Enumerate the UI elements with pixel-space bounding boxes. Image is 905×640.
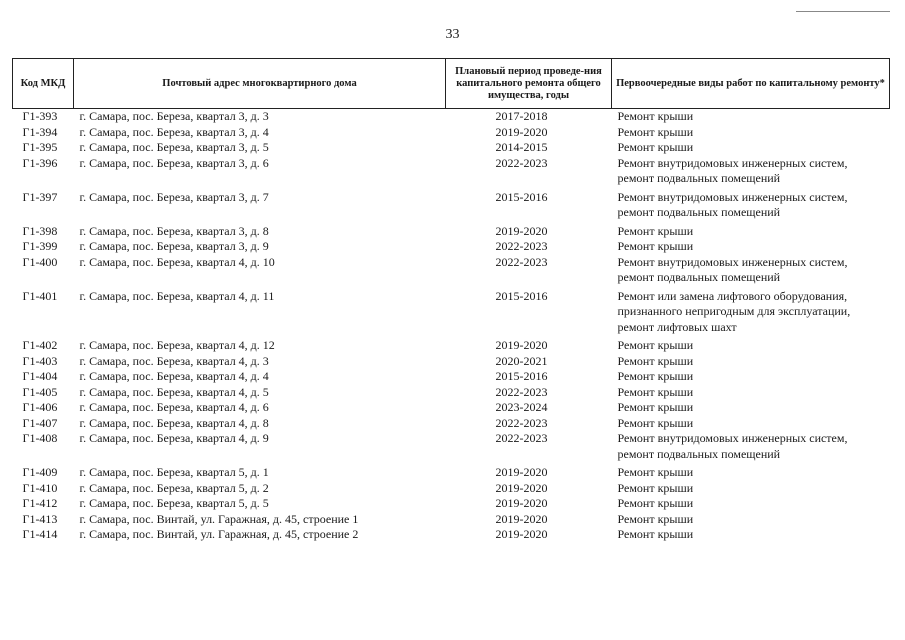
- repair-period: 2015-2016: [495, 288, 548, 303]
- table-row: [13, 338, 890, 354]
- table-row: [13, 354, 890, 370]
- repair-period: 2019-2020: [495, 223, 548, 238]
- repair-period: 2019-2020: [495, 496, 548, 510]
- table-row: [13, 239, 890, 255]
- repair-work-line: признанного непригодным для эксплуатации,: [617, 304, 851, 318]
- mkd-code: Г1-396: [22, 155, 58, 170]
- repair-work-line: ремонт подвальных помещений: [617, 446, 781, 461]
- table-row: [13, 431, 890, 465]
- repair-works: [612, 431, 890, 465]
- repair-period: 2019-2020: [495, 124, 548, 139]
- table-row: [13, 416, 890, 432]
- table-row: [13, 527, 890, 543]
- table-row: [13, 385, 890, 401]
- repair-period: 2022-2023: [495, 384, 548, 399]
- repair-works: [612, 140, 890, 156]
- repair-period: 2019-2020: [495, 527, 548, 541]
- repair-work-line: Ремонт крыши: [617, 239, 694, 253]
- mkd-code: Г1-406: [22, 400, 58, 414]
- repair-work-line: Ремонт крыши: [617, 109, 694, 123]
- repair-works: [612, 338, 890, 354]
- postal-address: г. Самара, пос. Береза, квартал 3, д. 6: [79, 155, 269, 170]
- postal-address: г. Самара, пос. Береза, квартал 3, д. 4: [79, 124, 269, 139]
- repair-period: 2020-2021: [495, 353, 548, 368]
- repair-work-line: Ремонт крыши: [617, 384, 694, 399]
- postal-address: г. Самара, пос. Береза, квартал 3, д. 9: [79, 239, 269, 253]
- mkd-code: Г1-408: [22, 431, 58, 445]
- mkd-code: Г1-397: [22, 189, 58, 204]
- repair-period: 2017-2018: [495, 109, 548, 123]
- repair-works: [612, 496, 890, 512]
- repair-work-line: Ремонт крыши: [617, 353, 694, 368]
- postal-address: г. Самара, пос. Береза, квартал 5, д. 5: [79, 496, 269, 510]
- repair-works: [612, 354, 890, 370]
- mkd-code: Г1-394: [22, 124, 58, 139]
- table-row: [13, 125, 890, 141]
- repair-work-line: ремонт подвальных помещений: [617, 270, 781, 284]
- mkd-code: Г1-402: [22, 338, 58, 352]
- repair-work-line: ремонт подвальных помещений: [617, 205, 781, 219]
- repair-period: 2014-2015: [495, 140, 548, 154]
- mkd-code: Г1-403: [22, 353, 58, 368]
- mkd-code: Г1-413: [22, 511, 58, 526]
- repair-work-line: Ремонт крыши: [617, 338, 694, 352]
- repair-period: 2019-2020: [495, 338, 548, 352]
- mkd-code: Г1-400: [22, 254, 58, 269]
- repair-work-line: Ремонт крыши: [617, 496, 694, 510]
- repair-period: 2019-2020: [495, 480, 548, 495]
- repair-works: [612, 190, 890, 224]
- repair-work-line: Ремонт крыши: [617, 511, 694, 526]
- mkd-code: Г1-398: [22, 223, 58, 238]
- repair-works: [612, 156, 890, 190]
- mkd-code: Г1-399: [22, 239, 58, 253]
- repair-works: [612, 465, 890, 481]
- repair-works: [612, 385, 890, 401]
- repair-work-line: Ремонт крыши: [617, 124, 694, 139]
- table-row: [13, 512, 890, 528]
- postal-address: г. Самара, пос. Береза, квартал 4, д. 9: [79, 431, 269, 445]
- postal-address: г. Самара, пос. Береза, квартал 4, д. 8: [79, 415, 269, 430]
- repair-work-line: Ремонт крыши: [617, 465, 694, 479]
- table-row: [13, 481, 890, 497]
- mkd-code: Г1-401: [22, 288, 58, 303]
- table-body: [13, 109, 890, 543]
- table-row: [13, 190, 890, 224]
- mkd-code: Г1-414: [22, 527, 58, 541]
- table-row: [13, 156, 890, 190]
- repair-period: 2022-2023: [495, 431, 548, 445]
- mkd-code: Г1-407: [22, 415, 58, 430]
- repair-works: [612, 416, 890, 432]
- postal-address: г. Самара, пос. Береза, квартал 3, д. 3: [79, 109, 269, 123]
- table-row: [13, 255, 890, 289]
- postal-address: г. Самара, пос. Береза, квартал 4, д. 6: [79, 400, 269, 414]
- repair-works: [612, 255, 890, 289]
- postal-address: г. Самара, пос. Береза, квартал 4, д. 3: [79, 353, 269, 368]
- repair-period: 2022-2023: [495, 155, 548, 170]
- repair-work-line: Ремонт или замена лифтового оборудования,: [617, 288, 848, 303]
- postal-address: г. Самара, пос. Береза, квартал 5, д. 2: [79, 480, 269, 495]
- repair-period: 2019-2020: [495, 465, 548, 479]
- postal-address: г. Самара, пос. Береза, квартал 4, д. 12: [79, 338, 275, 352]
- mkd-code: Г1-395: [22, 140, 58, 154]
- mkd-code: Г1-393: [22, 109, 58, 123]
- repair-period: 2023-2024: [495, 400, 548, 414]
- repair-work-line: Ремонт внутридомовых инженерных систем,: [617, 431, 848, 445]
- repair-work-line: Ремонт крыши: [617, 140, 694, 154]
- repair-works: [612, 512, 890, 528]
- mkd-code: Г1-410: [22, 480, 58, 495]
- table-row: [13, 140, 890, 156]
- postal-address: г. Самара, пос. Береза, квартал 4, д. 11: [79, 288, 275, 303]
- header-period: Плановый период проведе-ния капитального ремонта общего имущества, годы: [446, 59, 612, 109]
- repair-work-line: Ремонт внутридомовых инженерных систем,: [617, 254, 848, 269]
- header-code: Код МКД: [13, 59, 74, 109]
- table-row: [13, 109, 890, 125]
- repair-work-line: Ремонт крыши: [617, 400, 694, 414]
- repair-period: 2022-2023: [495, 239, 548, 253]
- repair-period: 2022-2023: [495, 415, 548, 430]
- table-row: [13, 224, 890, 240]
- mkd-code: Г1-404: [22, 369, 58, 383]
- top-divider: [796, 11, 890, 12]
- postal-address: г. Самара, пос. Береза, квартал 4, д. 10: [79, 254, 275, 269]
- table-row: [13, 400, 890, 416]
- mkd-code: Г1-409: [22, 465, 58, 479]
- repair-work-line: Ремонт крыши: [617, 480, 694, 495]
- repair-schedule-table: [12, 58, 890, 543]
- repair-period: 2015-2016: [495, 189, 548, 204]
- repair-works: [612, 289, 890, 339]
- postal-address: г. Самара, пос. Береза, квартал 3, д. 7: [79, 189, 269, 204]
- repair-work-line: Ремонт крыши: [617, 415, 694, 430]
- table-header-row: [13, 59, 890, 109]
- repair-work-line: Ремонт крыши: [617, 369, 694, 383]
- postal-address: г. Самара, пос. Береза, квартал 3, д. 5: [79, 140, 269, 154]
- postal-address: г. Самара, пос. Береза, квартал 5, д. 1: [79, 465, 269, 479]
- repair-work-line: Ремонт крыши: [617, 223, 694, 238]
- repair-works: [612, 400, 890, 416]
- table-row: [13, 369, 890, 385]
- repair-period: 2019-2020: [495, 511, 548, 526]
- repair-works: [612, 481, 890, 497]
- repair-works: [612, 224, 890, 240]
- repair-works: [612, 109, 890, 125]
- postal-address: г. Самара, пос. Береза, квартал 3, д. 8: [79, 223, 269, 238]
- repair-work-line: Ремонт внутридомовых инженерных систем,: [617, 155, 848, 170]
- repair-works: [612, 369, 890, 385]
- postal-address: г. Самара, пос. Винтай, ул. Гаражная, д. 45, строение 1: [79, 511, 359, 526]
- table-row: [13, 289, 890, 339]
- repair-works: [612, 527, 890, 543]
- header-address: Почтовый адрес многоквартирного дома: [74, 59, 446, 109]
- table-row: [13, 465, 890, 481]
- page-number: 33: [445, 27, 460, 42]
- mkd-code: Г1-405: [22, 384, 58, 399]
- repair-period: 2022-2023: [495, 254, 548, 269]
- postal-address: г. Самара, пос. Винтай, ул. Гаражная, д. 45, строение 2: [79, 527, 359, 541]
- repair-work-line: Ремонт крыши: [617, 527, 694, 541]
- repair-work-line: ремонт подвальных помещений: [617, 171, 781, 185]
- table-row: [13, 496, 890, 512]
- repair-work-line: ремонт лифтовых шахт: [617, 319, 737, 334]
- repair-works: [612, 239, 890, 255]
- header-works: Первоочередные виды работ по капитальному ремонту*: [612, 59, 890, 109]
- mkd-code: Г1-412: [22, 496, 58, 510]
- postal-address: г. Самара, пос. Береза, квартал 4, д. 5: [79, 384, 269, 399]
- postal-address: г. Самара, пос. Береза, квартал 4, д. 4: [79, 369, 269, 383]
- repair-work-line: Ремонт внутридомовых инженерных систем,: [617, 189, 848, 204]
- repair-period: 2015-2016: [495, 369, 548, 383]
- repair-works: [612, 125, 890, 141]
